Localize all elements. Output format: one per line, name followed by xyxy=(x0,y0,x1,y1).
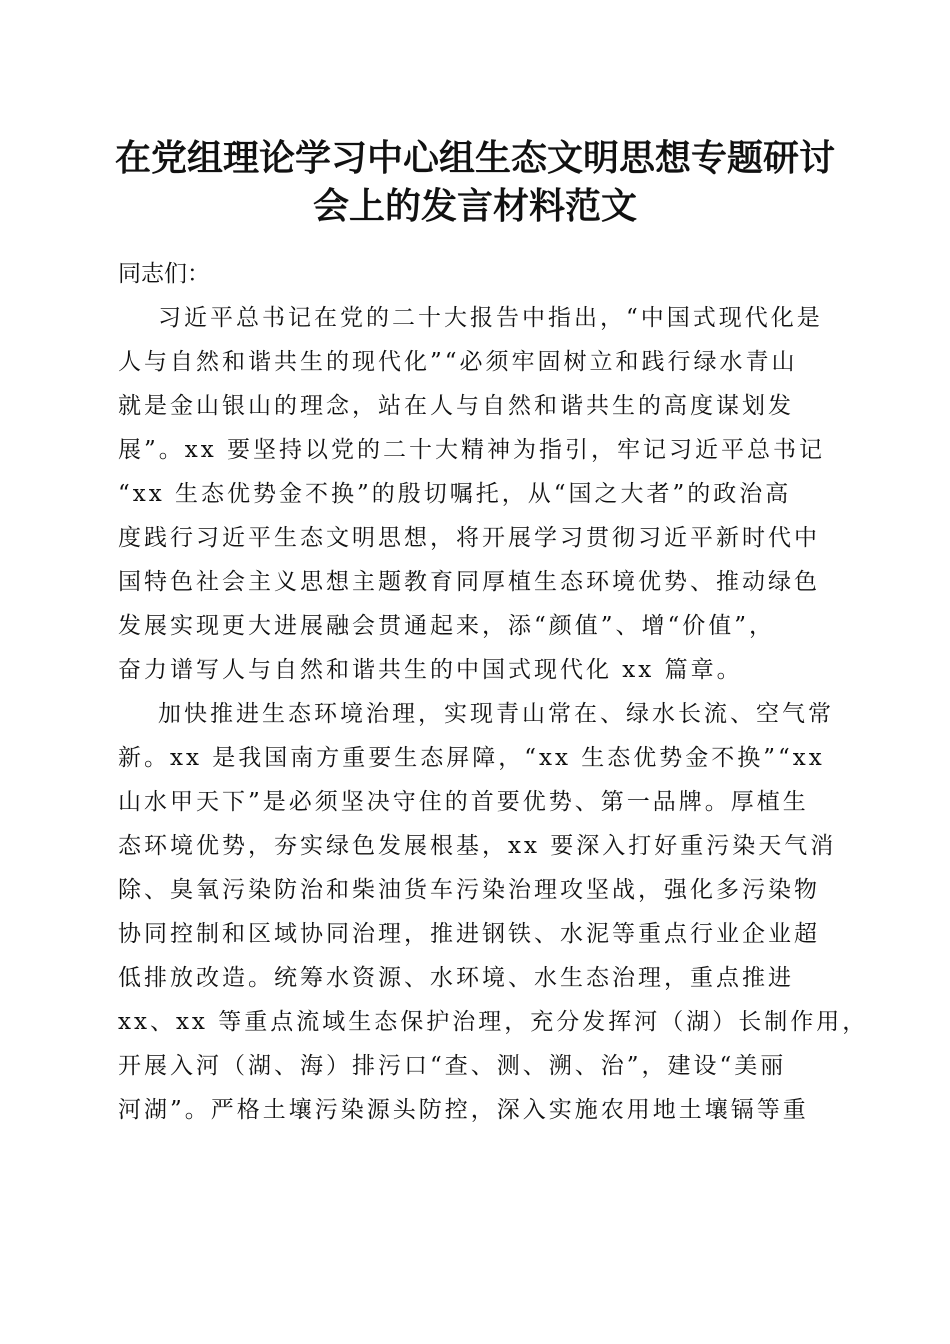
text-line: “xx 生态优势金不换”的殷切嘱托，从“国之大者”的政治高 xyxy=(118,481,792,507)
text-line: 河湖”。严格土壤污染源头防控，深入实施农用地土壤镉等重 xyxy=(118,1097,809,1123)
paragraph-1 xyxy=(118,296,834,692)
text-line: 习近平总书记在党的二十大报告中指出，“中国式现代化是 xyxy=(158,305,823,331)
title-line: 会上的发言材料范文 xyxy=(312,186,637,227)
document-body xyxy=(118,252,869,1132)
text-line: 新。xx 是我国南方重要生态屏障，“xx 生态优势金不换”“xx xyxy=(118,745,825,771)
text-line: 开展入河（湖、海）排污口“查、测、溯、治”，建设“美丽 xyxy=(118,1053,787,1079)
text-line: 协同控制和区域协同治理，推进钢铁、水泥等重点行业企业超 xyxy=(118,921,820,947)
text-line: 度践行习近平生态文明思想，将开展学习贯彻习近平新时代中 xyxy=(118,525,820,551)
text-line: 发展实现更大进展融会贯通起来，添“颜值”、增“价值”， xyxy=(118,613,776,639)
text-line: 展”。xx 要坚持以党的二十大精神为指引，牢记习近平总书记 xyxy=(118,437,826,463)
text-line: xx、xx 等重点流域生态保护治理，充分发挥河（湖）长制作用， xyxy=(118,1009,869,1035)
text-line: 除、臭氧污染防治和柴油货车污染治理攻坚战，强化多污染物 xyxy=(118,877,820,903)
text-line: 国特色社会主义思想主题教育同厚植生态环境优势、推动绿色 xyxy=(118,569,820,595)
text-line: 就是金山银山的理念，站在人与自然和谐共生的高度谋划发 xyxy=(118,393,794,419)
text-line: 奋力谱写人与自然和谐共生的中国式现代化 xx 篇章。 xyxy=(118,657,743,683)
text-line: 低排放改造。统筹水资源、水环境、水生态治理，重点推进 xyxy=(118,965,794,991)
salutation: 同志们： xyxy=(118,261,210,287)
text-line: 态环境优势，夯实绿色发展根基，xx 要深入打好重污染天气消 xyxy=(118,833,837,859)
document-title xyxy=(100,135,850,231)
title-line: 在党组理论学习中心组生态文明思想专题研讨 xyxy=(114,138,835,179)
paragraph-2 xyxy=(118,692,869,1132)
text-line: 人与自然和谐共生的现代化”“必须牢固树立和践行绿水青山 xyxy=(118,349,798,375)
text-line: 山水甲天下”是必须坚决守住的首要优势、第一品牌。厚植生 xyxy=(118,789,809,815)
text-line: 加快推进生态环境治理，实现青山常在、绿水长流、空气常 xyxy=(158,701,834,727)
